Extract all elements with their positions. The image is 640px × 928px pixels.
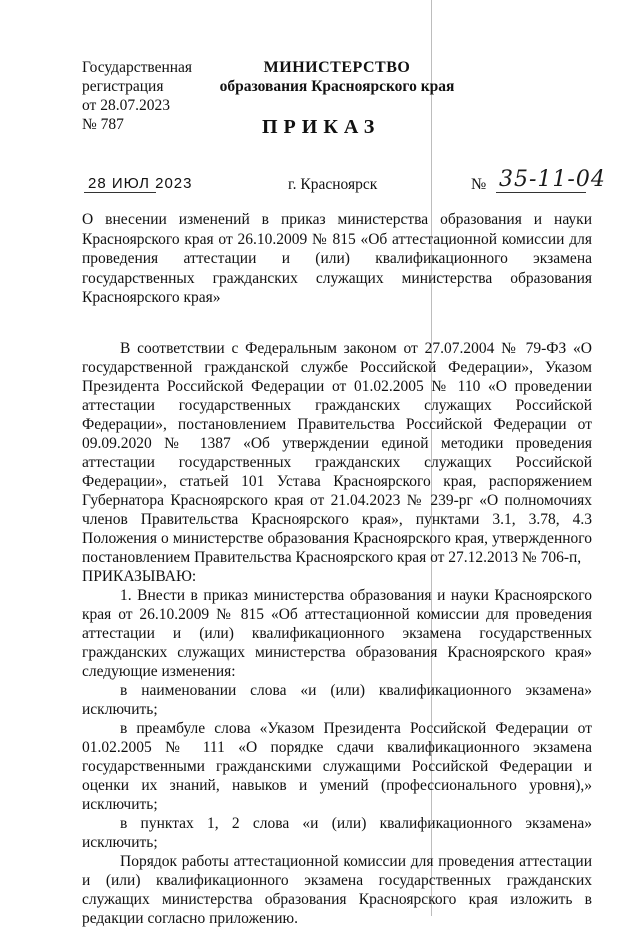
order-word: ПРИКАЗЫВАЮ: (82, 568, 197, 585)
ministry-subtitle: образования Красноярского края (219, 78, 455, 95)
city-label: г. Красноярск (288, 176, 378, 193)
number-underline (496, 192, 586, 193)
change-paragraph: в наименовании слова «и (или) квалификационного экзамена» исключить; (82, 682, 592, 718)
number-sign: № (471, 176, 487, 193)
registration-date: от 28.07.2023 (82, 97, 170, 114)
change-paragraph: в пунктах 1, 2 слова «и (или) квалификационного экзамена» исключить; (82, 815, 592, 851)
registration-line: Государственная (82, 59, 193, 76)
item-1-paragraph: 1. Внести в приказ министерства образования и науки Красноярского края от 26.10.2009 № 815 «Об аттестационной комиссии для проведения аттестации и (или) квалификационного экзамена государственных гражданских служащих министерства образования Красноярского края» следующие изменения: (82, 587, 592, 680)
date-underline (84, 192, 156, 193)
registration-line: регистрация (82, 78, 164, 95)
ministry-title: МИНИСТЕРСТВО (263, 59, 411, 76)
change-paragraph: Порядок работы аттестационной комиссии для проведения аттестации и (или) квалификационного экзамена государственных гражданских служащих министерства образования Красноярского края изложить в редакции согласно приложению. (82, 853, 592, 927)
document-body (82, 339, 592, 928)
registration-number: № 787 (82, 116, 124, 133)
preamble-paragraph: В соответствии с Федеральным законом от 27.07.2004 № 79-ФЗ «О государственной гражданской службе Российской Федерации», Указом Президента Российской Федерации от 01.02.2005 № 110 «О проведении аттестации государственных гражданских служащих Российской Федерации», постановлением Правительства Российской Федерации от 09.09.2020 № 1387 «Об утверждении единой методики проведения аттестации государственных гражданских служащих Российской Федерации», статьей 101 Устава Красноярского края, распоряжением Губернатора Красноярского края от 21.04.2023 № 239-рг «О полномочиях членов Правительства Красноярского края», пунктами 3.1, 3.78, 4.3 Положения о министерстве образования Красноярского края, утвержденного постановлением Правительства Красноярского края от 27.12.2013 № 706-п, (82, 340, 592, 566)
ministry-header (212, 58, 462, 96)
handwritten-number: 35-11-04 (499, 167, 606, 192)
change-paragraph: в преамбуле слова «Указом Президента Российской Федерации от 01.02.2005 № 111 «О порядке сдачи квалификационного экзамена государственными гражданскими служащими Российской Федерации и оценки их знаний, навыков и умений (профессионального уровня),» исключить; (82, 720, 592, 813)
document-type-title: ПРИКАЗ (262, 116, 381, 138)
date-stamp: 28 ИЮЛ 2023 (88, 175, 193, 192)
registration-block (82, 58, 192, 134)
document-subject: О внесении изменений в приказ министерства образования и науки Красноярского края от 26.10.2009 № 815 «Об аттестационной комиссии для проведения аттестации и (или) квалификационного экзамена государственных гражданских служащих министерства образования Красноярского края» (82, 211, 592, 306)
